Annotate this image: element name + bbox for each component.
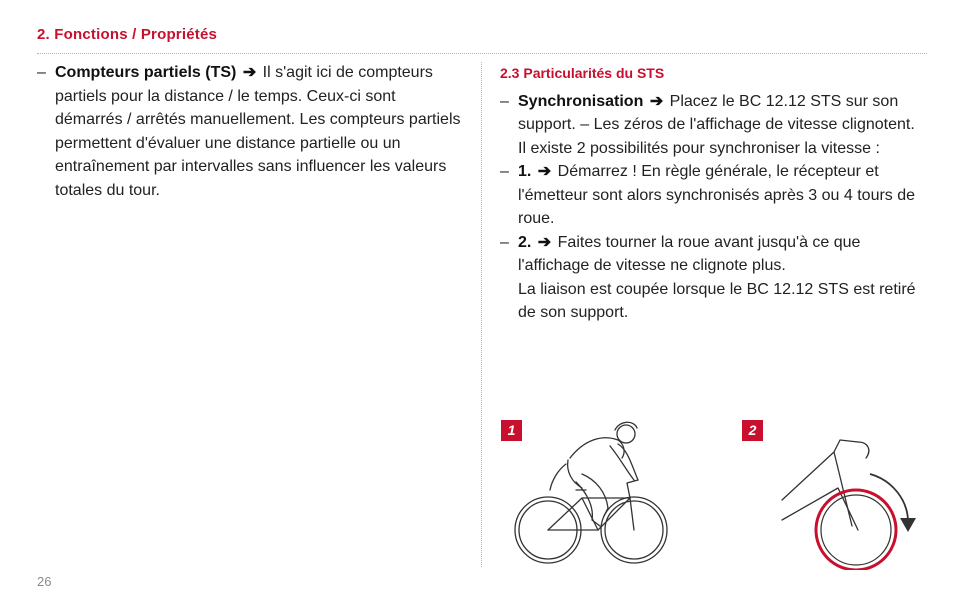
list-item-partial-counters <box>37 61 462 202</box>
arrow-icon: ➔ <box>649 92 664 110</box>
list-item-synchronisation <box>500 90 925 137</box>
term-option-2: 2. <box>518 233 532 251</box>
subsection-title: 2.3 Particularités du STS <box>500 65 665 81</box>
section-header-title: 2. Fonctions / Propriétés <box>37 26 218 43</box>
option-1-description: Démarrez ! En règle générale, le récepteur et l'émetteur sont alors synchronisés après 3 ou 4 tours de roue. <box>518 163 916 227</box>
front-wheel-rotation-icon <box>780 430 920 570</box>
partial-counters-description: Il s'agit ici de compteurs partiels pour la distance / le temps. Ceux-ci sont démarrés / arrêtés manuellement. Les compteurs partiels permettent d'évaluer une distance partielle ou un entraînement par intervalles sans influencer les valeurs totales du tour. <box>55 64 461 199</box>
figure-label-1: 1 <box>501 420 522 441</box>
list-item-option-1 <box>500 160 925 231</box>
dash-bullet: – <box>500 92 509 110</box>
synchronisation-description: Placez le BC 12.12 STS sur son support. – Les zéros de l'affichage de vitesse clignotent. <box>518 92 915 133</box>
term-partial-counters: Compteurs partiels (TS) <box>55 64 237 81</box>
left-column <box>37 61 462 202</box>
page-number: 26 <box>37 574 52 589</box>
figure-label-2: 2 <box>742 420 763 441</box>
rotation-arrow-head <box>900 518 916 532</box>
header-divider <box>37 53 927 54</box>
arrow-icon: ➔ <box>537 233 552 251</box>
arrow-icon: ➔ <box>537 163 552 180</box>
arrow-icon: ➔ <box>242 64 257 81</box>
column-divider <box>481 62 482 567</box>
term-option-1: 1. <box>518 163 532 180</box>
cyclist-riding-bike-icon <box>510 410 675 570</box>
term-synchronisation: Synchronisation <box>518 92 644 110</box>
synchronisation-options-intro: Il existe 2 possibilités pour synchroniser la vitesse : <box>518 139 880 157</box>
option-2-note: La liaison est coupée lorsque le BC 12.12 STS est retiré de son support. <box>518 280 916 321</box>
dash-bullet: – <box>500 163 509 180</box>
dash-bullet: – <box>37 64 46 81</box>
option-2-description: Faites tourner la roue avant jusqu'à ce que l'affichage de vitesse ne clignote plus. <box>518 233 861 274</box>
dash-bullet: – <box>500 233 509 251</box>
list-item-option-2 <box>500 231 925 278</box>
right-column <box>500 62 925 325</box>
